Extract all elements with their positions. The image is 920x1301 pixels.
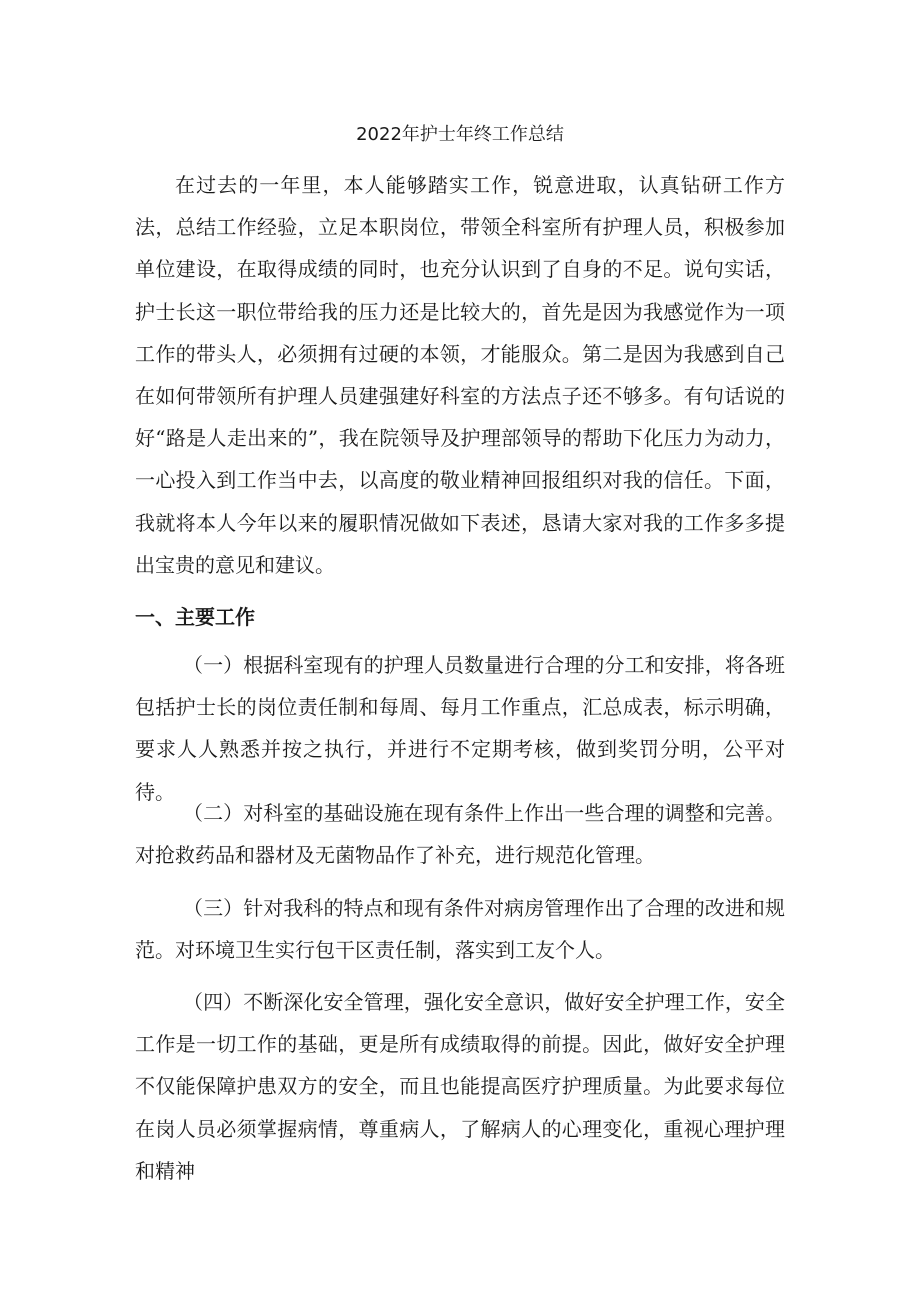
work-item-4: （四）不断深化安全管理，强化安全意识，做好安全护理工作，安全工作是一切工作的基础，更是所有成绩取得的前提。因此，做好安全护理不仅能保障护患双方的安全，而且也能提高医疗护理质量。为此要求每位在岗人员必须掌握病情，尊重病人，了解病人的心理变化，重视心理护理和精神: [135, 990, 785, 1183]
document-title: 2022年护士年终工作总结: [356, 124, 564, 145]
work-item-2: （二）对科室的基础设施在现有条件上作出一些合理的调整和完善。对抢救药品和器材及无菌物品作了补充，进行规范化管理。: [135, 801, 785, 868]
work-item-1: （一）根据科室现有的护理人员数量进行合理的分工和安排，将各班包括护士长的岗位责任制和每周、每月工作重点，汇总成表，标示明确，要求人人熟悉并按之执行，并进行不定期考核，做到奖罚分明，公平对待。: [135, 653, 785, 804]
section-heading-main-work: 一、主要工作: [135, 605, 255, 629]
work-item-3: （三）针对我科的特点和现有条件对病房管理作出了合理的改进和规范。对环境卫生实行包干区责任制，落实到工友个人。: [135, 896, 785, 963]
intro-paragraph: 在过去的一年里，本人能够踏实工作，锐意进取，认真钻研工作方法，总结工作经验，立足本职岗位，带领全科室所有护理人员，积极参加单位建设，在取得成绩的同时，也充分认识到了自身的不足。说句实话，护士长这一职位带给我的压力还是比较大的，首先是因为我感觉作为一项工作的带头人，必须拥有过硬的本领，才能服众。第二是因为我感到自己在如何带领所有护理人员建强建好科室的方法点子还不够多。有句话说的好“路是人走出来的”，我在院领导及护理部领导的帮助下化压力为动力，一心投入到工作当中去，以高度的敬业精神回报组织对我的信任。下面，我就将本人今年以来的履职情况做如下表述，恳请大家对我的工作多多提出宝贵的意见和建议。: [135, 173, 785, 577]
